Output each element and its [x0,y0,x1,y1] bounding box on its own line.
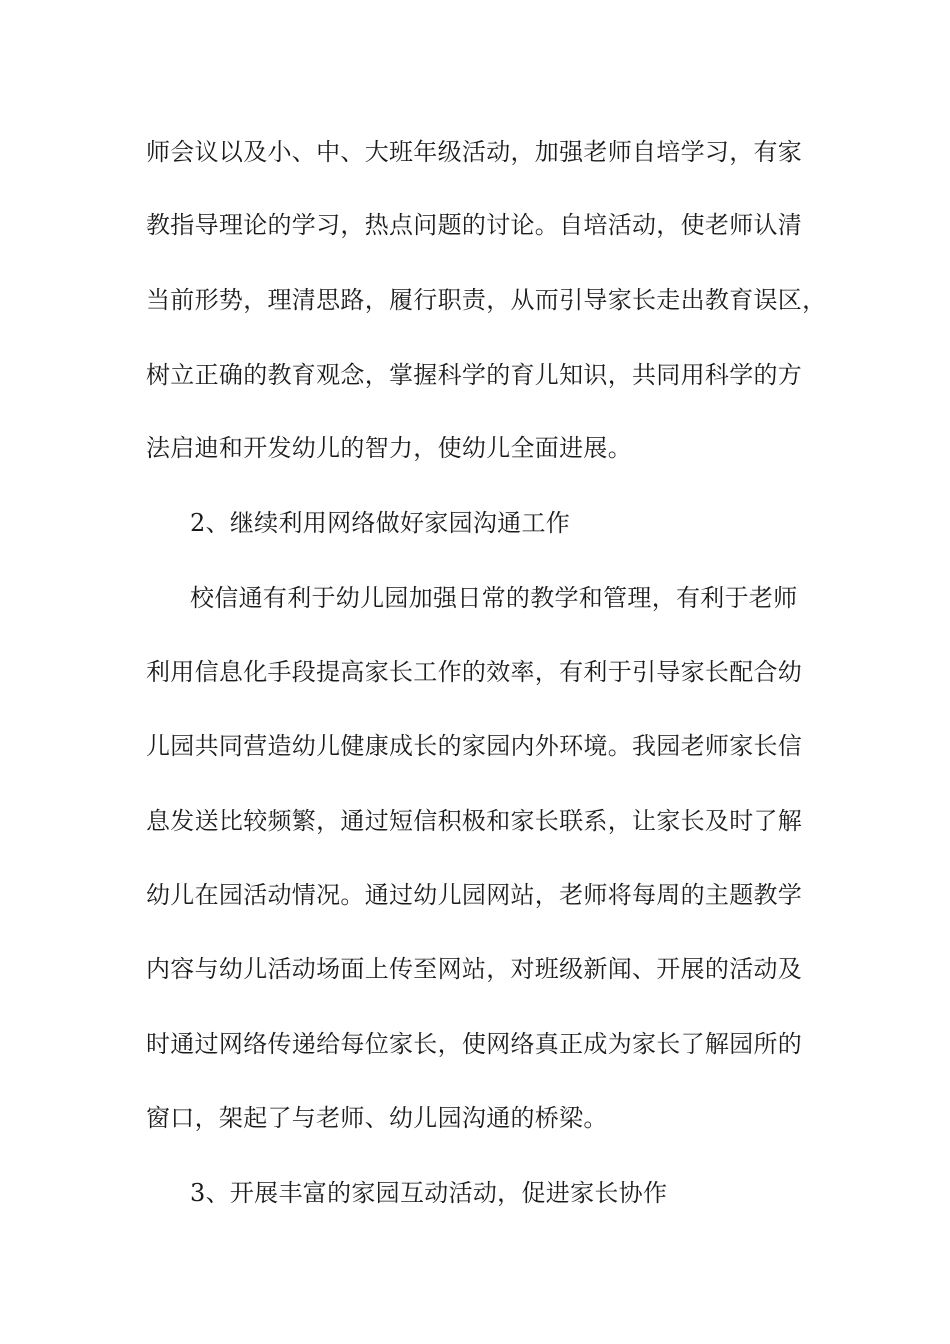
paragraph-line: 时通过网络传递给每位家长，使网络真正成为家长了解园所的 [146,1030,803,1058]
paragraph-line: 校信通有利于幼儿园加强日常的教学和管理，有利于老师 [190,584,798,612]
paragraph-line: 师会议以及小、中、大班年级活动，加强老师自培学习，有家 [146,138,803,166]
paragraph-line: 息发送比较频繁，通过短信积极和家长联系，让家长及时了解 [146,807,803,835]
paragraph-line: 当前形势，理清思路，履行职责，从而引导家长走出教育误区， [146,286,827,314]
paragraph-line: 幼儿在园活动情况。通过幼儿园网站，老师将每周的主题教学 [146,881,803,909]
section-heading: 2、继续利用网络做好家园沟通工作 [190,509,571,537]
paragraph-line: 儿园共同营造幼儿健康成长的家园内外环境。我园老师家长信 [146,732,803,760]
paragraph-line: 利用信息化手段提高家长工作的效率，有利于引导家长配合幼 [146,658,803,686]
paragraph-line: 教指导理论的学习，热点问题的讨论。自培活动，使老师认清 [146,211,803,239]
paragraph-line: 树立正确的教育观念，掌握科学的育儿知识，共同用科学的方 [146,361,803,389]
section-heading: 3、开展丰富的家园互动活动，促进家长协作 [190,1179,668,1207]
paragraph-line: 法启迪和开发幼儿的智力，使幼儿全面进展。 [146,434,632,462]
paragraph-line: 窗口，架起了与老师、幼儿园沟通的桥梁。 [146,1104,608,1132]
paragraph-line: 内容与幼儿活动场面上传至网站，对班级新闻、开展的活动及 [146,955,803,983]
